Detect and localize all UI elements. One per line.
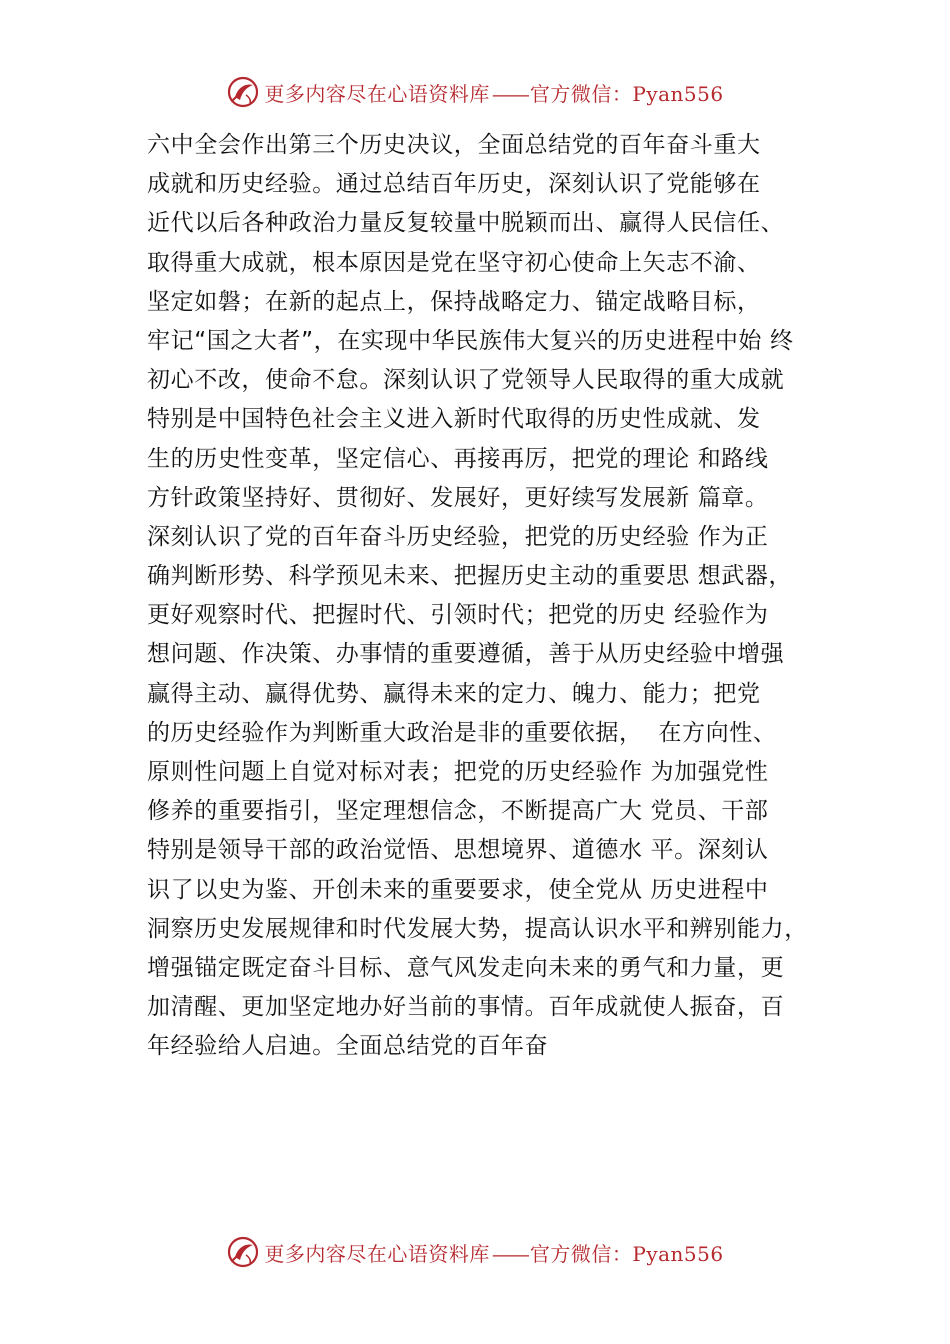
body-text-line: 初心不改，使命不怠。深刻认识了党领导人民取得的重大成就 [147, 367, 785, 394]
header-banner [0, 72, 950, 112]
header-brand: 更多内容尽在心语资料库 [264, 81, 490, 106]
footer-brand: 更多内容尽在心语资料库 [264, 1241, 490, 1266]
body-text-line: 识了以史为鉴、开创未来的重要要求，使全党从 历史进程中 [147, 876, 769, 903]
body-text-line: 六中全会作出第三个历史决议，全面总结党的百年奋斗重大 [147, 132, 761, 158]
footer-wechat-label: 官方微信： [529, 1241, 633, 1266]
body-text-line: 赢得主动、赢得优势、赢得未来的定力、魄力、能力；把党 [147, 680, 761, 707]
body-text-line: 牢记“国之大者”，在实现中华民族伟大复兴的历史进程中始 终 [147, 327, 794, 354]
body-text-line: 洞察历史发展规律和时代发展大势，提高认识水平和辨别能力， [147, 915, 808, 942]
header-text [264, 78, 723, 107]
header-wechat-id: Pyan556 [632, 81, 724, 106]
body-text-line: 想问题、作决策、办事情的重要遵循，善于从历史经验中增强 [147, 641, 785, 668]
body-text-line: 年经验给人启迪。全面总结党的百年奋 [147, 1033, 549, 1060]
footer-wechat-id: Pyan556 [632, 1241, 724, 1266]
body-text-line: 近代以后各种政治力量反复较量中脱颖而出、赢得人民信任、 [147, 210, 785, 237]
body-text-line: 深刻认识了党的百年奋斗历史经验，把党的历史经验 作为正 [147, 523, 769, 550]
brand-logo-icon [226, 75, 260, 109]
footer-banner [0, 1232, 950, 1272]
body-text-line: 方针政策坚持好、贯彻好、发展好，更好续写发展新 篇章。 [147, 484, 769, 511]
body-text-line: 坚定如磐；在新的起点上，保持战略定力、锚定战略目标， [147, 288, 761, 315]
body-text-line: 更好观察时代、把握时代、引领时代；把党的历史 经验作为 [147, 602, 769, 629]
body-text-line: 确判断形势、科学预见未来、把握历史主动的重要思 想武器， [147, 563, 793, 590]
footer-dash: —— [491, 1241, 528, 1266]
header-dash: —— [491, 81, 528, 106]
header-wechat-label: 官方微信： [529, 81, 633, 106]
brand-logo-icon [226, 1235, 260, 1269]
footer-text [264, 1238, 723, 1267]
document-body [147, 126, 847, 1067]
body-text-line: 修养的重要指引，坚定理想信念，不断提高广大 党员、干部 [147, 798, 769, 825]
body-text-line: 特别是中国特色社会主义进入新时代取得的历史性成就、发 [147, 406, 761, 433]
body-text-line: 原则性问题上自觉对标对表；把党的历史经验作 为加强党性 [147, 759, 769, 785]
body-text-line: 加清醒、更加坚定地办好当前的事情。百年成就使人振奋，百 [147, 994, 785, 1021]
body-text-line: 成就和历史经验。通过总结百年历史，深刻认识了党能够在 [147, 171, 761, 198]
body-text-line: 取得重大成就，根本原因是党在坚守初心使命上矢志不渝、 [147, 249, 761, 276]
body-text-line: 特别是领导干部的政治觉悟、思想境界、道德水 平。深刻认 [147, 837, 769, 864]
body-text-line: 增强锚定既定奋斗目标、意气风发走向未来的勇气和力量，更 [147, 954, 785, 981]
body-text-line: 的历史经验作为判断重大政治是非的重要依据， 在方向性、 [147, 719, 777, 746]
body-text-line: 生的历史性变革，坚定信心、再接再厉，把党的理论 和路线 [147, 445, 769, 472]
